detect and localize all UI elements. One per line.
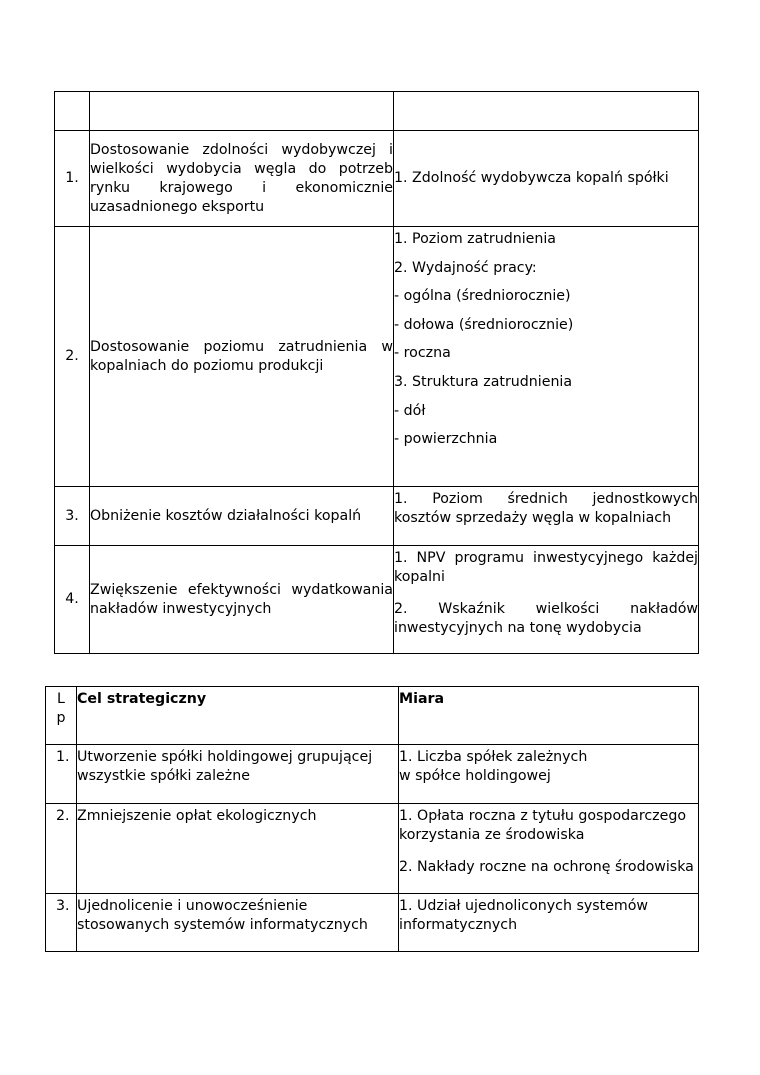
measure-cell [394,227,699,487]
measure-line: 1. Opłata roczna z tytułu gospodarczego korzystania ze środowiska [399,808,687,843]
table-row-empty-header [55,92,699,131]
measure-line: 1. Poziom średnich jednostkowych kosztów sprzedaży węgla w kopalniach [394,491,698,526]
measure-line: - dół [394,402,426,419]
goal-cell [90,131,394,227]
table-row [46,804,699,894]
header-goal: Cel strategiczny [77,687,399,745]
table-row [55,487,699,546]
row-number: 1. [46,745,77,804]
goal-cell [90,546,394,654]
table-row [55,131,699,227]
header-lp: Lp [46,687,77,745]
header-measure: Miara [399,687,699,745]
empty-header-cell-lp [55,92,90,131]
goal-text: Utworzenie spółki holdingowej grupującej wszystkie spółki zależne [77,749,373,784]
goal-text: Obniżenie kosztów działalności kopalń [90,507,362,524]
goal-cell [90,487,394,546]
goal-text: Zwiększenie efektywności wydatkowania nakładów inwestycyjnych [90,581,393,617]
measure-cell [399,894,699,952]
table-row [46,894,699,952]
measure-cell [394,546,699,654]
measure-line: 1. Poziom zatrudnienia [394,231,556,247]
row-number: 1. [55,131,90,227]
table-header-row [46,687,699,745]
goal-cell [77,894,399,952]
row-number: 3. [46,894,77,952]
measure-line: 1. NPV programu inwestycyjnego każdej kopalni [394,550,698,585]
goal-cell [77,745,399,804]
measure-line: 2. Wskaźnik wielkości nakładów inwestycyjnych na tonę wydobycia [394,601,698,636]
measure-cell [394,131,699,227]
empty-header-cell-goal [90,92,394,131]
goal-text: Dostosowanie zdolności wydobywczej i wielkości wydobycia węgla do potrzeb rynku krajowego i ekonomicznie uzasadnionego eksportu [90,141,393,215]
measure-line: - ogólna (średniorocznie) [394,288,571,305]
measure-line: - dołowa (średniorocznie) [394,316,574,333]
table-row [55,227,699,487]
measure-line: 1. Udział ujednoliconych systemów informatycznych [399,898,649,933]
measure-line: 2. Wydajność pracy: [394,259,537,276]
row-number: 2. [46,804,77,894]
measure-cell [399,804,699,894]
measure-line: 3. Struktura zatrudnienia [394,373,573,390]
row-number: 4. [55,546,90,654]
measure-line: 1. Zdolność wydobywcza kopalń spółki [394,170,669,186]
empty-header-cell-measure [394,92,699,131]
row-number: 3. [55,487,90,546]
table-row [55,546,699,654]
measure-line: - powierzchnia [394,431,498,448]
goal-cell [77,804,399,894]
measure-line: 1. Liczba spółek zależnych w spółce holdingowej [399,749,588,784]
goal-text: Zmniejszenie opłat ekologicznych [77,808,317,824]
measure-cell [399,745,699,804]
measure-cell [394,487,699,546]
table-row [46,745,699,804]
row-number: 2. [55,227,90,487]
goals-table-1 [54,91,699,654]
goal-text: Ujednolicenie i unowocześnienie stosowanych systemów informatycznych [77,898,368,933]
goals-table-2 [45,686,699,952]
goal-text: Dostosowanie poziomu zatrudnienia w kopalniach do poziomu produkcji [90,338,393,374]
measure-line: 2. Nakłady roczne na ochronę środowiska [399,859,694,875]
measure-line: - roczna [394,345,451,362]
goal-cell [90,227,394,487]
